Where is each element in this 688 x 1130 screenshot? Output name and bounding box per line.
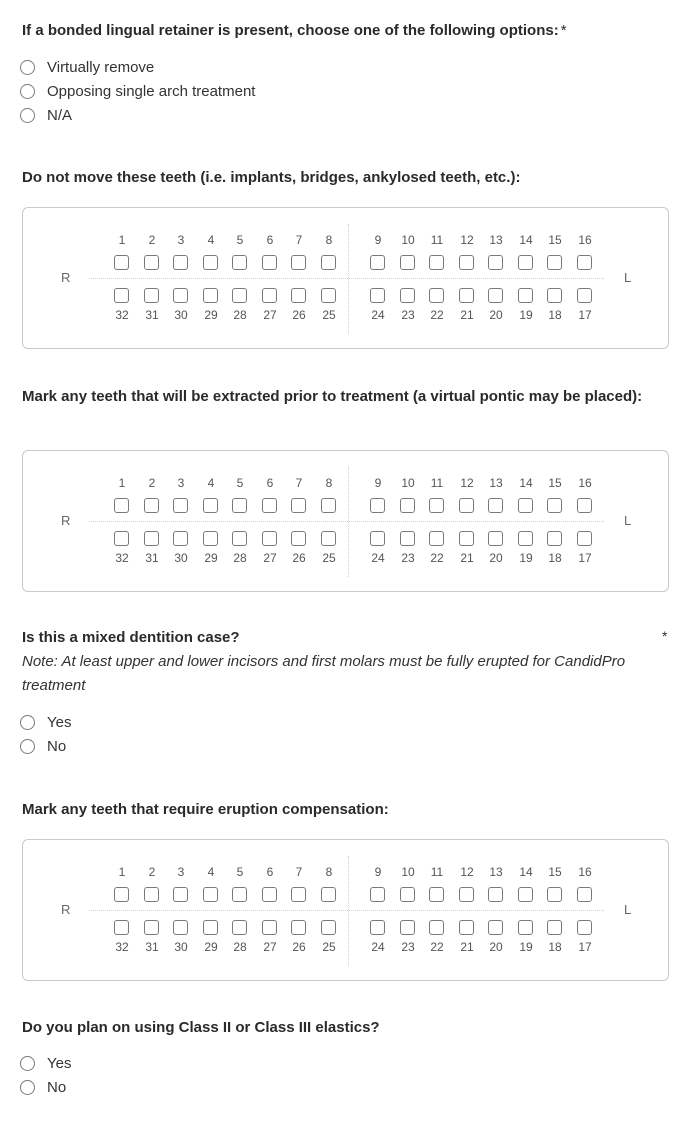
left-side-label: L <box>624 902 632 917</box>
lower-tooth-checkbox[interactable] <box>577 920 592 935</box>
lower-tooth-number: 32 <box>115 308 129 322</box>
lower-tooth-checkbox[interactable] <box>459 531 474 546</box>
upper-tooth-number: 12 <box>460 233 474 247</box>
upper-tooth-number: 15 <box>548 476 562 490</box>
lower-tooth-checkbox[interactable] <box>203 288 218 303</box>
upper-tooth-checkbox[interactable] <box>262 887 277 902</box>
upper-tooth-checkbox[interactable] <box>203 887 218 902</box>
radio-button[interactable] <box>20 715 35 730</box>
lower-tooth-checkbox[interactable] <box>577 531 592 546</box>
lower-tooth-number: 27 <box>263 551 277 565</box>
upper-tooth-number: 3 <box>177 865 185 879</box>
lower-tooth-number: 20 <box>489 308 503 322</box>
arch-divider-line <box>89 910 604 911</box>
mixed-dentition-radio-group <box>20 710 71 758</box>
upper-tooth-number: 13 <box>489 476 503 490</box>
lower-tooth-number: 31 <box>145 551 159 565</box>
upper-tooth-checkbox[interactable] <box>370 887 385 902</box>
radio-button[interactable] <box>20 60 35 75</box>
lower-tooth-number: 19 <box>519 551 533 565</box>
upper-tooth-number: 6 <box>266 865 274 879</box>
lower-tooth-number: 19 <box>519 940 533 954</box>
lower-tooth-checkbox[interactable] <box>144 531 159 546</box>
upper-tooth-number: 8 <box>325 476 333 490</box>
upper-tooth-checkbox[interactable] <box>232 887 247 902</box>
lower-tooth-checkbox[interactable] <box>459 920 474 935</box>
lower-tooth-checkbox[interactable] <box>370 288 385 303</box>
lower-tooth-checkbox[interactable] <box>114 531 129 546</box>
lower-tooth-number: 24 <box>371 551 385 565</box>
lower-tooth-number: 27 <box>263 940 277 954</box>
upper-tooth-number: 7 <box>295 865 303 879</box>
lower-tooth-checkbox[interactable] <box>321 531 336 546</box>
upper-tooth-checkbox[interactable] <box>400 498 415 513</box>
upper-tooth-checkbox[interactable] <box>173 887 188 902</box>
left-side-label: L <box>624 270 632 285</box>
lower-tooth-number: 28 <box>233 551 247 565</box>
lower-tooth-checkbox[interactable] <box>262 920 277 935</box>
lower-tooth-checkbox[interactable] <box>203 531 218 546</box>
upper-tooth-number: 15 <box>548 865 562 879</box>
upper-tooth-number: 15 <box>548 233 562 247</box>
upper-tooth-checkbox[interactable] <box>518 255 533 270</box>
left-side-label: L <box>624 513 632 528</box>
upper-tooth-checkbox[interactable] <box>173 255 188 270</box>
retainer-radio-group <box>20 55 255 127</box>
extracted-question-title: Mark any teeth that will be extracted prior to treatment (a virtual pontic may be placed): <box>22 388 643 405</box>
lower-tooth-checkbox[interactable] <box>291 531 306 546</box>
lower-tooth-number: 23 <box>401 308 415 322</box>
radio-button[interactable] <box>20 84 35 99</box>
right-side-label: R <box>61 902 71 917</box>
upper-tooth-number: 5 <box>236 865 244 879</box>
radio-label: No <box>47 737 67 755</box>
eruption-question-title: Mark any teeth that require eruption compensation: <box>22 801 389 818</box>
upper-tooth-number: 6 <box>266 476 274 490</box>
lower-tooth-checkbox[interactable] <box>144 288 159 303</box>
lower-tooth-checkbox[interactable] <box>291 920 306 935</box>
lower-tooth-number: 31 <box>145 308 159 322</box>
lower-tooth-checkbox[interactable] <box>547 920 562 935</box>
lower-tooth-checkbox[interactable] <box>232 288 247 303</box>
upper-tooth-checkbox[interactable] <box>400 255 415 270</box>
upper-tooth-number: 16 <box>578 865 592 879</box>
lower-tooth-number: 23 <box>401 940 415 954</box>
lower-tooth-number: 28 <box>233 940 247 954</box>
radio-option-opposing-single-arch[interactable] <box>20 79 255 103</box>
upper-tooth-checkbox[interactable] <box>114 255 129 270</box>
upper-tooth-checkbox[interactable] <box>203 498 218 513</box>
required-asterisk: * <box>560 22 567 39</box>
do-not-move-tooth-chart <box>22 207 669 349</box>
upper-tooth-number: 11 <box>430 476 444 490</box>
lower-tooth-checkbox[interactable] <box>262 531 277 546</box>
upper-tooth-number: 5 <box>236 233 244 247</box>
lower-tooth-checkbox[interactable] <box>429 288 444 303</box>
radio-option-no[interactable] <box>20 734 71 758</box>
lower-tooth-checkbox[interactable] <box>370 531 385 546</box>
lower-tooth-checkbox[interactable] <box>173 920 188 935</box>
upper-tooth-checkbox[interactable] <box>518 498 533 513</box>
upper-tooth-checkbox[interactable] <box>262 498 277 513</box>
lower-tooth-checkbox[interactable] <box>262 288 277 303</box>
lower-tooth-checkbox[interactable] <box>114 288 129 303</box>
lower-tooth-number: 32 <box>115 940 129 954</box>
lower-tooth-number: 29 <box>204 940 218 954</box>
lower-tooth-checkbox[interactable] <box>114 920 129 935</box>
do-not-move-question-title: Do not move these teeth (i.e. implants, bridges, ankylosed teeth, etc.): <box>22 169 521 186</box>
lower-tooth-checkbox[interactable] <box>370 920 385 935</box>
upper-tooth-checkbox[interactable] <box>400 887 415 902</box>
right-side-label: R <box>61 513 71 528</box>
lower-tooth-number: 22 <box>430 308 444 322</box>
upper-tooth-number: 14 <box>519 865 533 879</box>
upper-tooth-checkbox[interactable] <box>459 255 474 270</box>
upper-tooth-number: 12 <box>460 865 474 879</box>
retainer-question-title <box>22 19 652 43</box>
lower-tooth-checkbox[interactable] <box>547 531 562 546</box>
upper-tooth-checkbox[interactable] <box>429 498 444 513</box>
lower-tooth-number: 21 <box>460 308 474 322</box>
upper-tooth-number: 14 <box>519 476 533 490</box>
lower-tooth-number: 24 <box>371 940 385 954</box>
lower-tooth-checkbox[interactable] <box>173 288 188 303</box>
required-asterisk: * <box>662 628 668 644</box>
lower-tooth-number: 17 <box>578 551 592 565</box>
lower-tooth-number: 30 <box>174 551 188 565</box>
radio-button[interactable] <box>20 739 35 754</box>
lower-tooth-number: 20 <box>489 551 503 565</box>
upper-tooth-checkbox[interactable] <box>459 498 474 513</box>
lower-tooth-number: 24 <box>371 308 385 322</box>
lower-tooth-checkbox[interactable] <box>144 920 159 935</box>
upper-tooth-number: 13 <box>489 233 503 247</box>
lower-tooth-checkbox[interactable] <box>488 288 503 303</box>
radio-label: Yes <box>47 713 72 731</box>
upper-tooth-number: 10 <box>401 476 415 490</box>
upper-tooth-number: 1 <box>118 476 126 490</box>
right-side-label: R <box>61 270 71 285</box>
lower-tooth-checkbox[interactable] <box>232 531 247 546</box>
upper-tooth-checkbox[interactable] <box>291 498 306 513</box>
lower-tooth-checkbox[interactable] <box>488 920 503 935</box>
lower-tooth-checkbox[interactable] <box>321 288 336 303</box>
upper-tooth-number: 16 <box>578 476 592 490</box>
elastics-radio-group <box>20 1051 71 1099</box>
midline-divider <box>348 467 349 577</box>
upper-tooth-number: 8 <box>325 865 333 879</box>
lower-tooth-number: 30 <box>174 940 188 954</box>
lower-tooth-number: 21 <box>460 940 474 954</box>
lower-tooth-checkbox[interactable] <box>547 288 562 303</box>
elastics-question-title: Do you plan on using Class II or Class III elastics? <box>22 1019 380 1036</box>
lower-tooth-number: 29 <box>204 551 218 565</box>
upper-tooth-checkbox[interactable] <box>547 255 562 270</box>
upper-tooth-number: 2 <box>148 233 156 247</box>
upper-tooth-number: 5 <box>236 476 244 490</box>
lower-tooth-number: 30 <box>174 308 188 322</box>
radio-button[interactable] <box>20 1056 35 1071</box>
lower-tooth-checkbox[interactable] <box>291 288 306 303</box>
radio-label: Yes <box>47 1054 72 1072</box>
upper-tooth-number: 1 <box>118 233 126 247</box>
lower-tooth-checkbox[interactable] <box>577 288 592 303</box>
upper-tooth-checkbox[interactable] <box>321 887 336 902</box>
upper-tooth-checkbox[interactable] <box>321 498 336 513</box>
lower-tooth-number: 17 <box>578 308 592 322</box>
upper-tooth-checkbox[interactable] <box>203 255 218 270</box>
mixed-dentition-note: Note: At least upper and lower incisors and first molars must be fully erupted for CandidPro treatment <box>22 653 626 694</box>
upper-tooth-checkbox[interactable] <box>577 887 592 902</box>
radio-option-yes[interactable] <box>20 1051 71 1075</box>
upper-tooth-number: 4 <box>207 476 215 490</box>
radio-button[interactable] <box>20 1080 35 1095</box>
extracted-tooth-chart <box>22 450 669 592</box>
lower-tooth-number: 19 <box>519 308 533 322</box>
lower-tooth-checkbox[interactable] <box>518 288 533 303</box>
arch-divider-line <box>89 278 604 279</box>
upper-tooth-checkbox[interactable] <box>144 887 159 902</box>
lower-tooth-checkbox[interactable] <box>518 920 533 935</box>
upper-tooth-checkbox[interactable] <box>144 255 159 270</box>
eruption-tooth-chart <box>22 839 669 981</box>
lower-tooth-number: 20 <box>489 940 503 954</box>
upper-tooth-number: 6 <box>266 233 274 247</box>
upper-tooth-number: 11 <box>430 233 444 247</box>
radio-option-yes[interactable] <box>20 710 71 734</box>
upper-tooth-number: 9 <box>374 476 382 490</box>
arch-divider-line <box>89 521 604 522</box>
lower-tooth-number: 23 <box>401 551 415 565</box>
lower-tooth-checkbox[interactable] <box>232 920 247 935</box>
lower-tooth-checkbox[interactable] <box>203 920 218 935</box>
upper-tooth-number: 11 <box>430 865 444 879</box>
upper-tooth-checkbox[interactable] <box>547 498 562 513</box>
upper-tooth-checkbox[interactable] <box>429 255 444 270</box>
upper-tooth-number: 10 <box>401 865 415 879</box>
lower-tooth-number: 27 <box>263 308 277 322</box>
upper-tooth-checkbox[interactable] <box>232 255 247 270</box>
lower-tooth-number: 18 <box>548 940 562 954</box>
lower-tooth-number: 31 <box>145 940 159 954</box>
upper-tooth-checkbox[interactable] <box>547 887 562 902</box>
upper-tooth-checkbox[interactable] <box>173 498 188 513</box>
radio-label: Opposing single arch treatment <box>47 82 256 100</box>
upper-tooth-checkbox[interactable] <box>459 887 474 902</box>
mixed-dentition-question-title: Is this a mixed dentition case? <box>22 629 240 646</box>
lower-tooth-number: 29 <box>204 308 218 322</box>
upper-tooth-checkbox[interactable] <box>429 887 444 902</box>
lower-tooth-number: 18 <box>548 308 562 322</box>
radio-label: No <box>47 1078 67 1096</box>
upper-tooth-checkbox[interactable] <box>518 887 533 902</box>
radio-option-no[interactable] <box>20 1075 71 1099</box>
upper-tooth-checkbox[interactable] <box>370 498 385 513</box>
upper-tooth-checkbox[interactable] <box>370 255 385 270</box>
upper-tooth-checkbox[interactable] <box>291 255 306 270</box>
lower-tooth-checkbox[interactable] <box>321 920 336 935</box>
upper-tooth-checkbox[interactable] <box>144 498 159 513</box>
lower-tooth-number: 32 <box>115 551 129 565</box>
radio-label: N/A <box>47 106 73 124</box>
upper-tooth-checkbox[interactable] <box>488 255 503 270</box>
upper-tooth-checkbox[interactable] <box>262 255 277 270</box>
lower-tooth-number: 17 <box>578 940 592 954</box>
upper-tooth-number: 7 <box>295 476 303 490</box>
upper-tooth-number: 2 <box>148 865 156 879</box>
lower-tooth-number: 25 <box>322 308 336 322</box>
midline-divider <box>348 224 349 334</box>
upper-tooth-number: 14 <box>519 233 533 247</box>
radio-option-na[interactable] <box>20 103 255 127</box>
upper-tooth-number: 9 <box>374 865 382 879</box>
upper-tooth-number: 10 <box>401 233 415 247</box>
upper-tooth-checkbox[interactable] <box>114 887 129 902</box>
lower-tooth-checkbox[interactable] <box>518 531 533 546</box>
lower-tooth-number: 22 <box>430 551 444 565</box>
upper-tooth-number: 12 <box>460 476 474 490</box>
upper-tooth-checkbox[interactable] <box>577 498 592 513</box>
upper-tooth-checkbox[interactable] <box>291 887 306 902</box>
lower-tooth-number: 22 <box>430 940 444 954</box>
lower-tooth-number: 18 <box>548 551 562 565</box>
lower-tooth-number: 26 <box>292 551 306 565</box>
upper-tooth-number: 13 <box>489 865 503 879</box>
upper-tooth-checkbox[interactable] <box>232 498 247 513</box>
lower-tooth-number: 25 <box>322 940 336 954</box>
upper-tooth-number: 7 <box>295 233 303 247</box>
lower-tooth-checkbox[interactable] <box>400 920 415 935</box>
lower-tooth-checkbox[interactable] <box>429 920 444 935</box>
upper-tooth-checkbox[interactable] <box>488 498 503 513</box>
upper-tooth-number: 4 <box>207 865 215 879</box>
retainer-question-text: If a bonded lingual retainer is present, choose one of the following options: <box>22 22 559 39</box>
upper-tooth-checkbox[interactable] <box>577 255 592 270</box>
lower-tooth-number: 21 <box>460 551 474 565</box>
lower-tooth-checkbox[interactable] <box>173 531 188 546</box>
lower-tooth-checkbox[interactable] <box>400 531 415 546</box>
upper-tooth-number: 9 <box>374 233 382 247</box>
lower-tooth-number: 26 <box>292 940 306 954</box>
lower-tooth-checkbox[interactable] <box>400 288 415 303</box>
lower-tooth-number: 28 <box>233 308 247 322</box>
lower-tooth-number: 26 <box>292 308 306 322</box>
lower-tooth-number: 25 <box>322 551 336 565</box>
radio-button[interactable] <box>20 108 35 123</box>
radio-option-virtually-remove[interactable] <box>20 55 255 79</box>
lower-tooth-checkbox[interactable] <box>459 288 474 303</box>
upper-tooth-checkbox[interactable] <box>114 498 129 513</box>
upper-tooth-number: 3 <box>177 476 185 490</box>
lower-tooth-checkbox[interactable] <box>488 531 503 546</box>
radio-label: Virtually remove <box>47 58 155 76</box>
upper-tooth-number: 2 <box>148 476 156 490</box>
upper-tooth-number: 8 <box>325 233 333 247</box>
lower-tooth-checkbox[interactable] <box>429 531 444 546</box>
upper-tooth-number: 4 <box>207 233 215 247</box>
upper-tooth-checkbox[interactable] <box>321 255 336 270</box>
upper-tooth-number: 16 <box>578 233 592 247</box>
upper-tooth-checkbox[interactable] <box>488 887 503 902</box>
upper-tooth-number: 3 <box>177 233 185 247</box>
upper-tooth-number: 1 <box>118 865 126 879</box>
midline-divider <box>348 856 349 966</box>
